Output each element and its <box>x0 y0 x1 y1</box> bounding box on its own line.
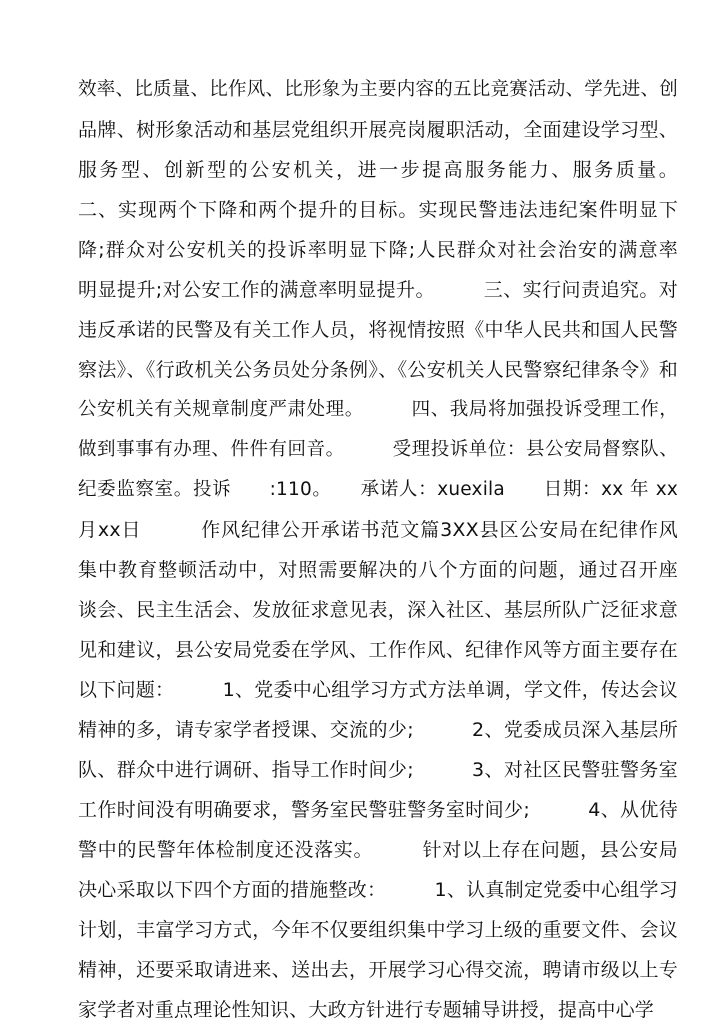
text-line-14: 谈会、民主生活会、发放征求意见表，深入社区、基层所队广泛征求意 <box>78 599 678 621</box>
text-line-22: 计划，丰富学习方式，今年不仅要组织集中学习上级的重要文件、会议 <box>78 919 678 941</box>
text-line-11: 纪委监察室。投诉 :110。 承诺人：xuexila 日期：xx 年 xx <box>78 479 678 500</box>
text-line-13: 集中教育整顿活动中，对照需要解决的八个方面的问题，通过召开座 <box>78 559 678 581</box>
text-line-19: 工作时间没有明确要求，警务室民警驻警务室时间少; 4、从优待 <box>78 799 678 821</box>
text-line-23: 精神，还要采取请进来、送出去，开展学习心得交流，聘请市级以上专 <box>78 959 678 981</box>
text-line-17: 精神的多，请专家学者授课、交流的少; 2、党委成员深入基层所 <box>78 719 678 741</box>
text-line-24: 家学者对重点理论性知识、大政方针进行专题辅导讲授，提高中心学 <box>78 999 655 1021</box>
text-line-18: 队、群众中进行调研、指导工作时间少; 3、对社区民警驻警务室 <box>78 759 678 781</box>
text-line-12: 月xx日 作风纪律公开承诺书范文篇3XX县区公安局在纪律作风 <box>78 519 678 541</box>
text-line-10: 做到事事有办理、件件有回音。 受理投诉单位：县公安局督察队、 <box>78 439 678 460</box>
text-line-3: 服务型、创新型的公安机关，进一步提高服务能力、服务质量。 <box>78 159 678 181</box>
text-line-9: 公安机关有关规章制度严肃处理。 四、我局将加强投诉受理工作， <box>78 399 678 420</box>
text-line-20: 警中的民警年体检制度还没落实。 针对以上存在问题，县公安局 <box>78 839 678 861</box>
text-line-2: 品牌、树形象活动和基层党组织开展亮岗履职活动，全面建设学习型、 <box>78 119 678 141</box>
text-line-5: 降;群众对公安机关的投诉率明显下降;人民群众对社会治安的满意率 <box>78 239 678 261</box>
text-line-16: 以下问题： 1、党委中心组学习方式方法单调，学文件，传达会议 <box>78 679 678 701</box>
text-line-6: 明显提升;对公安工作的满意率明显提升。 三、实行问责追究。对 <box>78 279 678 301</box>
text-line-15: 见和建议，县公安局党委在学风、工作作风、纪律作风等方面主要存在 <box>78 639 678 661</box>
text-line-8: 察法》、《行政机关公务员处分条例》、《公安机关人民警察纪律条令》和 <box>78 359 678 381</box>
text-line-4: 二、实现两个下降和两个提升的目标。实现民警违法违纪案件明显下 <box>78 199 678 221</box>
text-line-1: 效率、比质量、比作风、比形象为主要内容的五比竞赛活动、学先进、创 <box>78 79 678 100</box>
text-line-21: 决心采取以下四个方面的措施整改： 1、认真制定党委中心组学习 <box>78 879 678 901</box>
text-line-7: 违反承诺的民警及有关工作人员，将视情按照《中华人民共和国人民警 <box>78 319 678 341</box>
document-body <box>78 70 678 1030</box>
